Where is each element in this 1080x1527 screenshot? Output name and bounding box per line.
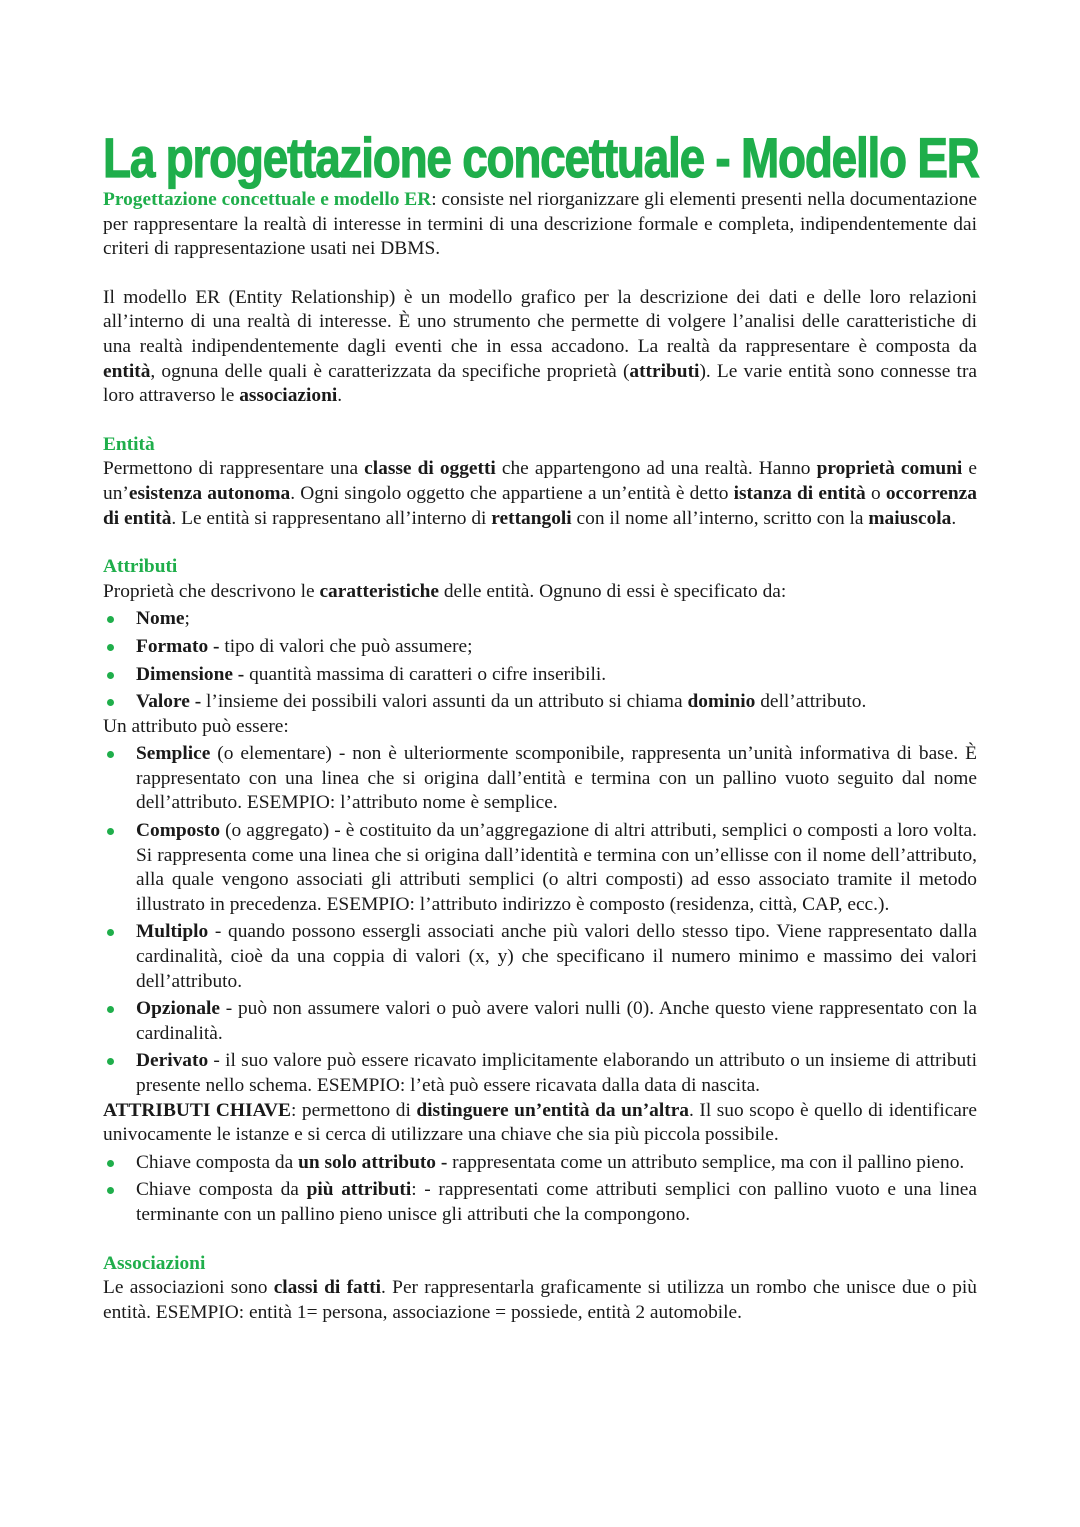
text-run: dell’attributo. — [755, 691, 867, 713]
bold-text: entità — [103, 360, 151, 382]
bold-text: proprietà comuni — [816, 458, 963, 480]
text-run: : permettono di — [291, 1099, 417, 1121]
bullet-icon — [107, 672, 114, 679]
bold-text: istanza di entità — [733, 482, 866, 504]
bullet-item — [103, 742, 977, 816]
bullet-icon — [107, 1160, 114, 1167]
bold-text: attributi — [629, 360, 700, 382]
text-run: Chiave composta da — [136, 1179, 307, 1201]
text-run: Permettono di rappresentare una — [103, 458, 365, 480]
bold-text: Valore - — [136, 691, 207, 713]
text-run: . — [951, 507, 957, 529]
text-run: , ognuna delle quali è caratterizzata da specifiche proprietà ( — [150, 360, 630, 382]
section-entit — [103, 433, 977, 531]
text-run: ). Le varie entità sono connesse tra loro attraverso le — [103, 360, 978, 407]
text-run: Un attributo può essere: — [103, 715, 289, 737]
bold-text: distinguere un’entità da un’altra — [416, 1099, 689, 1121]
bold-text: Opzionale — [136, 998, 221, 1020]
highlight-term: Progettazione concettuale e modello ER — [103, 189, 432, 210]
paragraph — [103, 715, 977, 740]
text-run: : consiste nel riorganizzare gli elementi presenti nella documentazione per rappresentare la realtà di interesse in termini di una descrizione formale e completa, indipendentemente dai criteri di rappresentazione usati nei DBMS. — [103, 189, 977, 260]
sections — [103, 433, 977, 1326]
text-run: (o elementare) - non è ulteriormente scomponibile, rappresenta un’unità informativa di base. È rappresentato con una linea che si origina dall’entità e termina con un pallino vuoto seguito dal nome dell’attributo. ESEMPIO: l’attributo nome è semplice. — [136, 743, 977, 814]
bold-text: un solo attributo - — [298, 1151, 448, 1173]
bullet-icon — [107, 616, 114, 623]
intro — [103, 188, 977, 409]
text-run: : - rappresentati come attributi semplici con pallino vuoto e una linea terminante con un pallino pieno unisce gli attributi che la compongono. — [136, 1179, 977, 1225]
text-run: . Ogni singolo oggetto che appartiene a un’entità è detto — [290, 482, 734, 504]
bold-text: esistenza autonoma — [128, 482, 291, 504]
bullet-item — [103, 635, 977, 660]
page-title: La progettazione concettuale - Modello ER — [103, 126, 979, 189]
bold-text: occorrenza di entità — [103, 482, 977, 529]
text-run: Chiave composta da — [136, 1151, 299, 1173]
text-run: delle entità. Ognuno di essi è specificato da: — [438, 580, 787, 602]
text-run: e un’ — [103, 458, 977, 504]
text-run: . — [337, 385, 343, 407]
bold-text: Nome — [136, 608, 185, 630]
bullet-item — [103, 997, 977, 1046]
text-run: (o aggregato) - è costituito da un’aggregazione di altri attributi, semplici o composti a loro volta. Si rappresenta come una linea che si origina dall’identità e termina con un’ellisse con il nome dell’attributo, alla quale vengono associati gli attributi semplici (o altri composti) ad esso associato tramite il metodo illustrato in precedenza. ESEMPIO: l’attributo indirizzo è composto (residenza, città, CAP, ecc.). — [136, 820, 977, 915]
text-run: - il suo valore può essere ricavato implicitamente elaborando un attributo o un insieme di attributi presente nello schema. ESEMPIO: l’età può essere ricavata dalla data di nascita. — [136, 1050, 977, 1096]
bullet-icon — [107, 751, 114, 758]
paragraph — [103, 580, 977, 605]
bullet-item — [103, 663, 977, 688]
bold-text: Multiplo — [136, 921, 209, 943]
bullet-icon — [107, 644, 114, 651]
paragraph — [103, 286, 977, 409]
bold-text: più attributi — [306, 1179, 412, 1201]
text-run: rappresentata come un attributo semplice, ma con il pallino pieno. — [447, 1151, 965, 1173]
bold-text: ATTRIBUTI CHIAVE — [103, 1099, 291, 1121]
bold-text: associazioni — [239, 385, 338, 407]
text-run: ; — [184, 608, 190, 630]
paragraph — [103, 1276, 977, 1325]
bold-text: dominio — [687, 691, 756, 713]
text-run: . Le entità si rappresentano all’interno di — [171, 507, 492, 529]
section-heading: Associazioni — [103, 1252, 206, 1274]
bullet-icon — [107, 1058, 114, 1065]
bullet-item — [103, 1178, 977, 1227]
text-run: - può non assumere valori o può avere valori nulli (0). Anche questo viene rappresentato con la cardinalità. — [136, 998, 977, 1044]
bullet-item — [103, 1049, 977, 1098]
text-run: quantità massima di caratteri o cifre inseribili. — [249, 663, 607, 685]
document-page — [103, 128, 977, 1325]
text-run: Il modello ER (Entity Relationship) è un modello grafico per la descrizione dei dati e delle loro relazioni all’interno di una realtà di interesse. È uno strumento che permette di volgere l’analisi delle caratteristiche di una realtà indipendentemente dagli eventi che in essa accadono. La realtà da rappresentare è composta da — [103, 286, 977, 357]
bullet-item — [103, 607, 977, 632]
paragraph — [103, 188, 977, 262]
bullet-icon — [107, 828, 114, 835]
text-run: tipo di valori che può assumere; — [224, 635, 473, 657]
text-run: Le associazioni sono — [103, 1277, 274, 1299]
paragraph — [103, 1099, 977, 1148]
section-heading: Attributi — [103, 556, 178, 578]
text-run: l’insieme dei possibili valori assunti da un attributo si chiama — [206, 691, 688, 713]
bold-text: caratteristiche — [319, 580, 439, 602]
text-run: - quando possono essergli associati anche più valori dello stesso tipo. Viene rappresentato dalla cardinalità, cioè da una coppia di valori (x, y) che specificano il numero minimo e massimo dei valori dell’attributo. — [136, 921, 977, 992]
bullet-item — [103, 920, 977, 994]
text-run: . Il suo scopo è quello di identificare univocamente le istanze e si cerca di utilizzare una chiave che sia più piccola possibile. — [103, 1099, 977, 1146]
bullet-icon — [107, 1006, 114, 1013]
bold-text: Semplice — [136, 743, 211, 765]
bold-text: Dimensione - — [136, 663, 250, 685]
bullet-icon — [107, 699, 114, 706]
bullet-item — [103, 690, 977, 715]
bold-text: rettangoli — [491, 507, 572, 529]
text-run: che appartengono ad una realtà. Hanno — [495, 458, 817, 480]
bold-text: Derivato — [136, 1050, 209, 1072]
text-run: . Per rappresentarla graficamente si utilizza un rombo che unisce due o più entità. ESEMPIO: entità 1= persona, associazione = possiede, entità 2 automobile. — [103, 1277, 977, 1323]
bold-text: maiuscola — [868, 507, 952, 529]
text-run: Proprietà che descrivono le — [103, 580, 320, 602]
section-heading: Entità — [103, 433, 155, 455]
section-associazioni — [103, 1252, 977, 1326]
bold-text: classe di oggetti — [364, 458, 496, 480]
text-run: o — [865, 482, 886, 504]
section-attributi — [103, 555, 977, 1227]
bold-text: Formato - — [136, 635, 225, 657]
bullet-icon — [107, 929, 114, 936]
spacer — [103, 262, 977, 286]
bold-text: classi di fatti — [273, 1277, 382, 1299]
bold-text: Composto — [136, 820, 221, 842]
paragraph — [103, 457, 977, 531]
text-run: con il nome all’interno, scritto con la — [571, 507, 869, 529]
bullet-item — [103, 1151, 977, 1176]
bullet-item — [103, 819, 977, 917]
bullet-icon — [107, 1187, 114, 1194]
